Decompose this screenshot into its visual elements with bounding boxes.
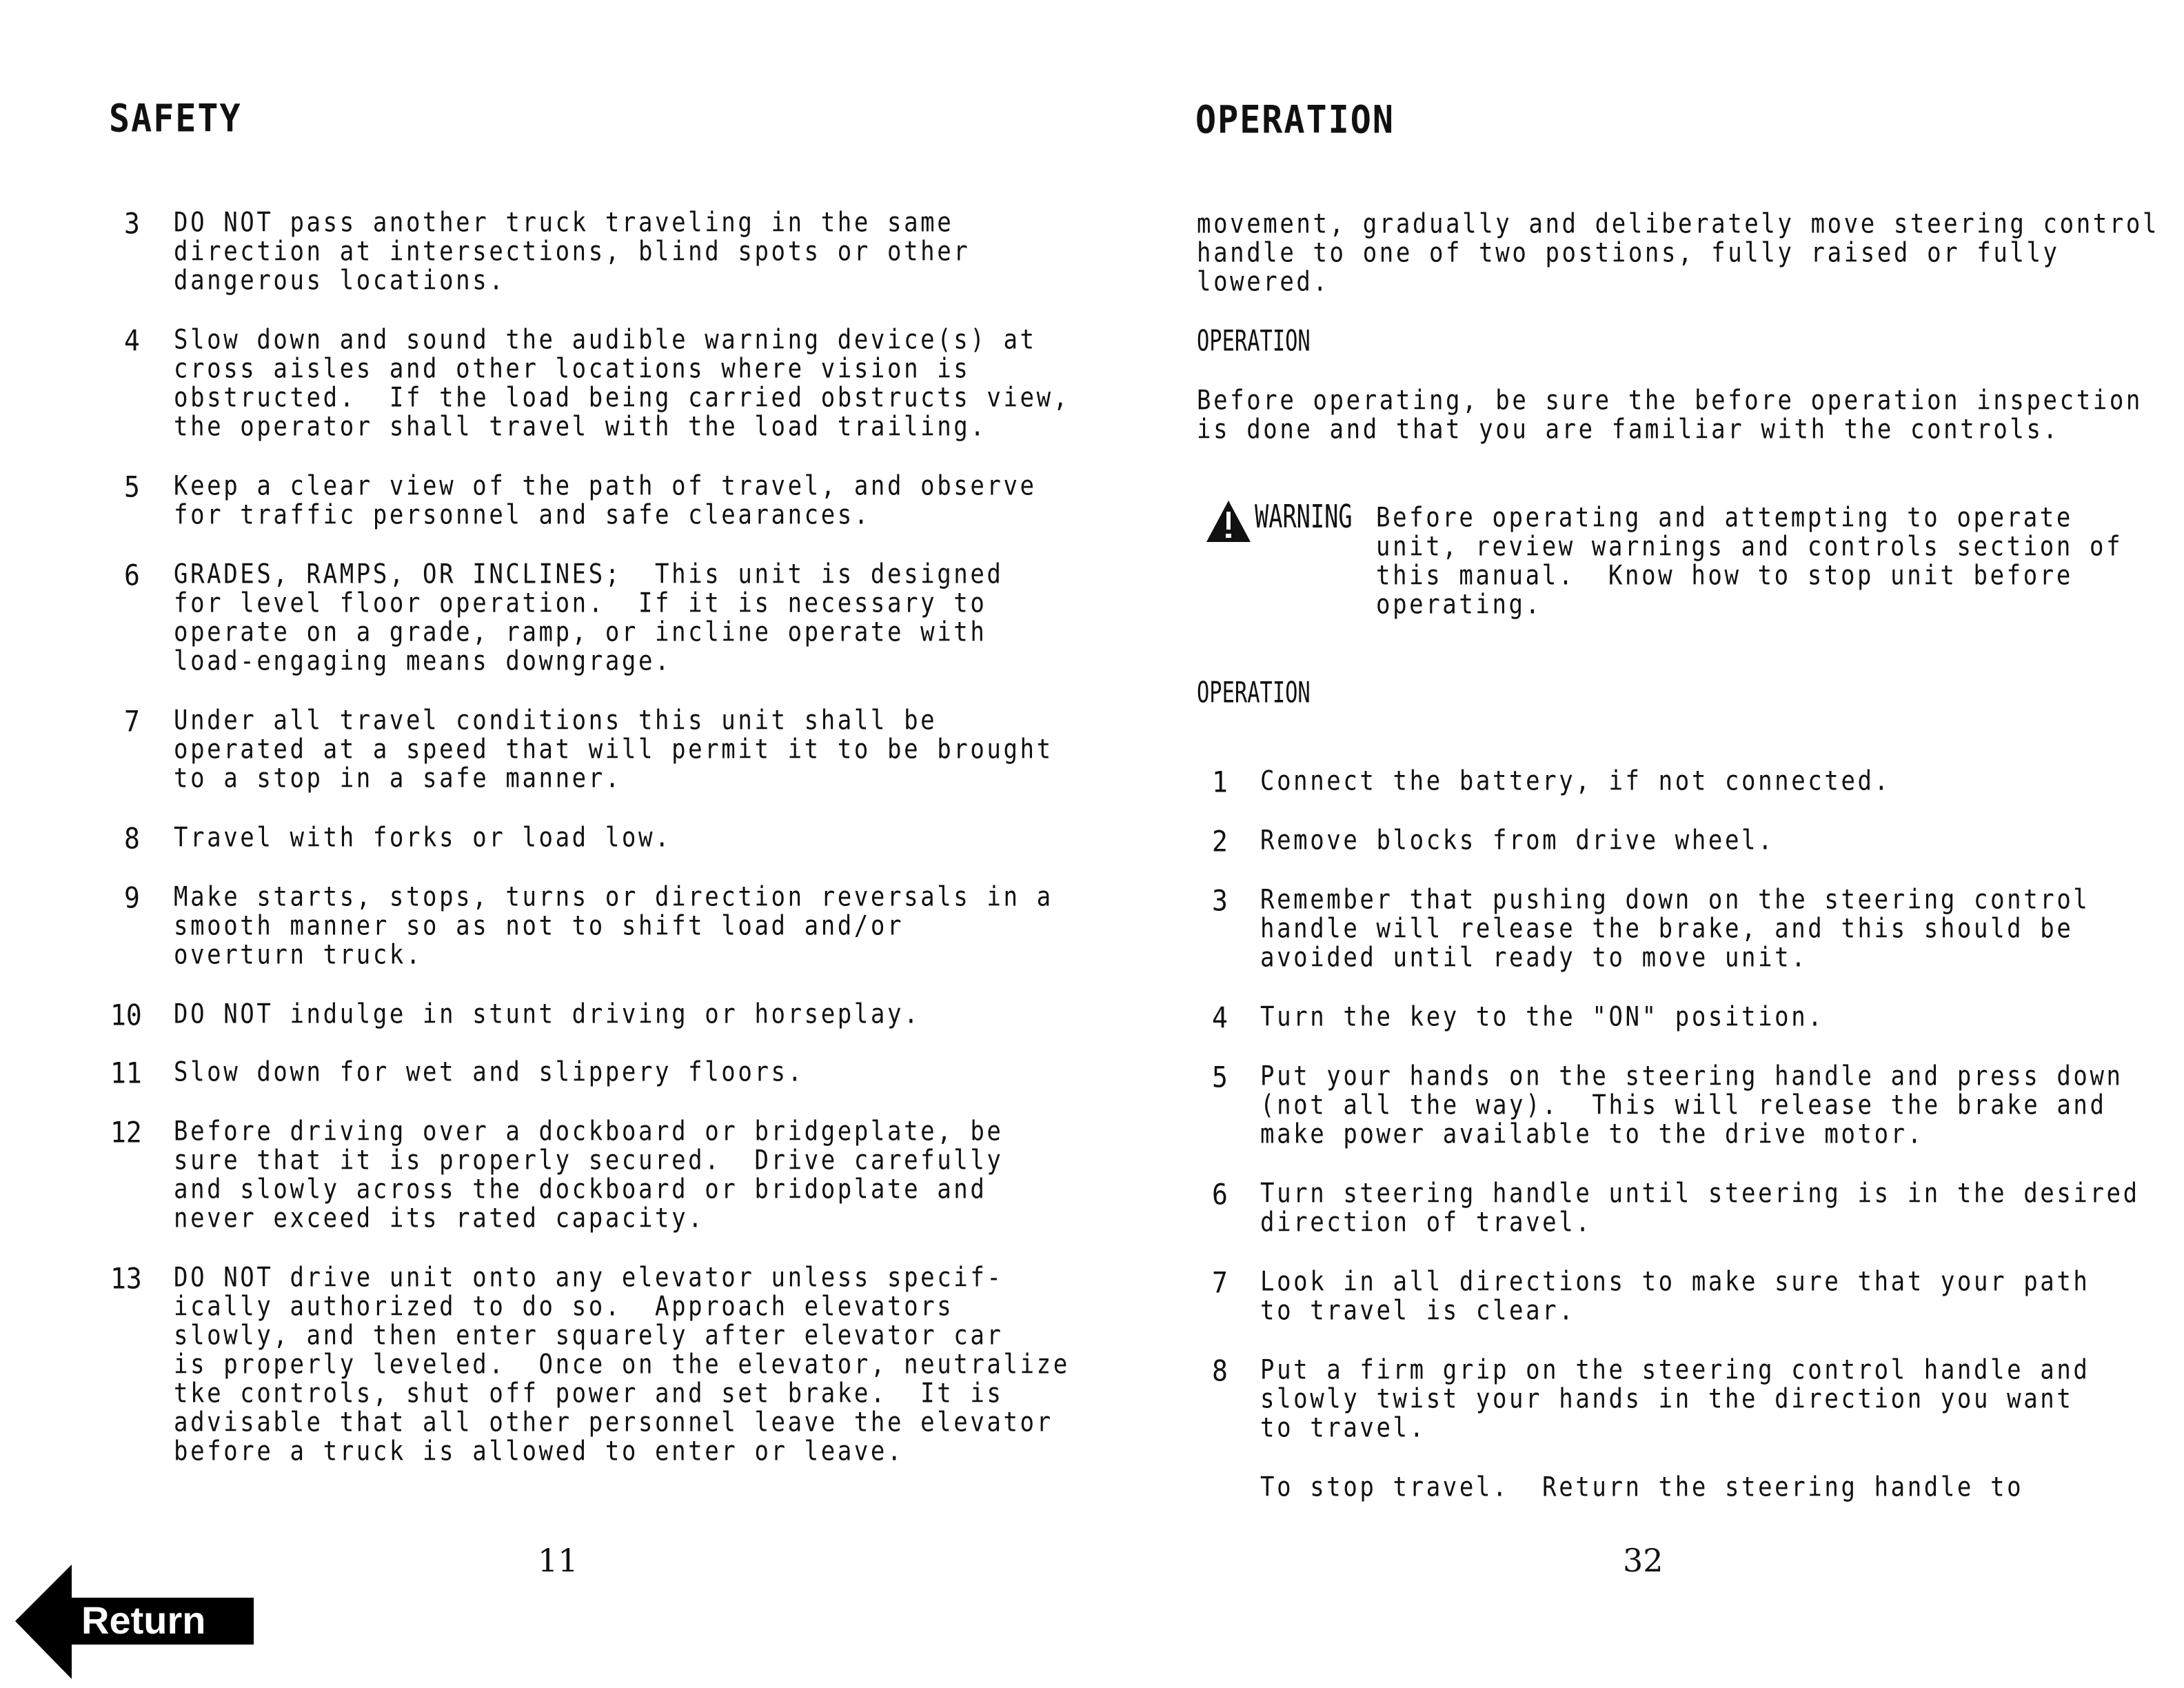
step-number: 4	[1212, 1001, 1228, 1035]
section-subheading: OPERATION	[1197, 676, 1311, 710]
paragraph-line: lowered.	[1197, 266, 1330, 298]
list-item-line: before a truck is allowed to enter or leave.	[174, 1436, 904, 1467]
item-number: 8	[124, 822, 140, 856]
warning-triangle-icon	[1205, 499, 1252, 543]
list-item-line: Make starts, stops, turns or direction reversals in a	[174, 881, 1053, 913]
page-number: 32	[1623, 1542, 1664, 1579]
step-line: make power available to the drive motor.	[1260, 1118, 1924, 1150]
paragraph-line: handle to one of two postions, fully raised or fully	[1197, 237, 2060, 269]
list-item-line: Under all travel conditions this unit shall be	[174, 705, 938, 736]
step-line: Look in all directions to make sure that your path	[1260, 1266, 2090, 1298]
step-number: 3	[1212, 884, 1228, 918]
list-item-line: the operator shall travel with the load trailing.	[174, 411, 987, 443]
list-item-line: DO NOT drive unit onto any elevator unless specif-	[174, 1262, 1004, 1294]
step-number: 8	[1212, 1354, 1228, 1388]
item-number: 9	[124, 881, 140, 915]
item-number: 3	[124, 207, 140, 241]
item-number: 13	[110, 1262, 142, 1296]
list-item-line: ically authorized to do so. Approach elevators	[174, 1291, 954, 1323]
section-subheading: OPERATION	[1197, 324, 1311, 358]
warning-line: operating.	[1376, 589, 1542, 621]
step-line: direction of travel.	[1260, 1207, 1593, 1238]
item-number: 4	[124, 324, 140, 358]
list-item-line: GRADES, RAMPS, OR INCLINES; This unit is designed	[174, 559, 1004, 590]
step-line: Put your hands on the steering handle and press down	[1260, 1061, 2123, 1092]
list-item-line: load-engaging means downgrage.	[174, 645, 672, 677]
step-line: handle will release the brake, and this should be	[1260, 913, 2074, 945]
list-item-line: to a stop in a safe manner.	[174, 763, 622, 794]
step-number: 7	[1212, 1266, 1228, 1300]
item-number: 10	[110, 998, 142, 1032]
list-item-line: Keep a clear view of the path of travel, and observe	[174, 470, 1037, 502]
list-item-line: Slow down and sound the audible warning device(s) at	[174, 324, 1037, 356]
list-item-line: advisable that all other personnel leave the elevator	[174, 1407, 1053, 1438]
list-item-line: for traffic personnel and safe clearances.	[174, 499, 871, 531]
step-number: 1	[1212, 765, 1228, 799]
step-line: avoided until ready to move unit.	[1260, 942, 1808, 974]
list-item-line: slowly, and then enter squarely after elevator car	[174, 1320, 1004, 1352]
list-item-line: and slowly across the dockboard or bridoplate and	[174, 1174, 987, 1205]
step-line: Turn the key to the "ON" position.	[1260, 1001, 1825, 1033]
list-item-line: Before driving over a dockboard or bridgeplate, be	[174, 1116, 1004, 1147]
step-line: Put a firm grip on the steering control handle and	[1260, 1354, 2090, 1386]
list-item-line: never exceed its rated capacity.	[174, 1203, 705, 1234]
step-number: 2	[1212, 825, 1228, 858]
item-number: 7	[124, 705, 140, 738]
page-number: 11	[538, 1542, 578, 1579]
item-number: 11	[110, 1056, 142, 1090]
item-number: 5	[124, 470, 140, 504]
step-line: Connect the battery, if not connected.	[1260, 765, 1891, 797]
step-line: (not all the way). This will release the brake and	[1260, 1089, 2107, 1121]
step-number: 6	[1212, 1178, 1228, 1212]
list-item-line: dangerous locations.	[174, 265, 506, 297]
list-item-line: operated at a speed that will permit it to be brought	[174, 734, 1053, 765]
paragraph-line: is done and that you are familiar with the controls.	[1197, 414, 2060, 445]
return-label: Return	[81, 1598, 206, 1642]
warning-line: Before operating and attempting to operate	[1376, 502, 2073, 534]
step-line: Remove blocks from drive wheel.	[1260, 825, 1775, 856]
paragraph-line: Before operating, be sure the before operation inspection	[1197, 385, 2143, 416]
step-line: Turn steering handle until steering is in the desired	[1260, 1178, 2140, 1209]
list-item-line: for level floor operation. If it is necessary to	[174, 587, 987, 619]
list-item-line: direction at intersections, blind spots or other	[174, 236, 971, 268]
warning-line: unit, review warnings and controls section of	[1376, 531, 2123, 563]
step-line: slowly twist your hands in the direction you want	[1260, 1383, 2074, 1415]
list-item-line: is properly leveled. Once on the elevator, neutralize	[174, 1349, 1070, 1380]
page-title: SAFETY	[109, 97, 242, 141]
right-page	[1092, 0, 2184, 1688]
step-line: Remember that pushing down on the steering control	[1260, 884, 2090, 916]
paragraph-line: To stop travel. Return the steering handle to	[1260, 1471, 2024, 1503]
paragraph-line: movement, gradually and deliberately move steering control	[1197, 208, 2160, 240]
warning-line: this manual. Know how to stop unit before	[1376, 560, 2073, 592]
page-title: OPERATION	[1195, 98, 1395, 142]
list-item-line: DO NOT pass another truck traveling in the same	[174, 207, 954, 239]
step-line: to travel.	[1260, 1412, 1426, 1444]
step-line: to travel is clear.	[1260, 1295, 1576, 1327]
list-item-line: overturn truck.	[174, 939, 423, 971]
return-button[interactable]	[15, 1562, 255, 1680]
item-number: 12	[110, 1116, 142, 1149]
list-item-line: DO NOT indulge in stunt driving or horseplay.	[174, 998, 921, 1030]
list-item-line: operate on a grade, ramp, or incline operate with	[174, 616, 987, 648]
list-item-line: Travel with forks or load low.	[174, 822, 672, 854]
list-item-line: smooth manner so as not to shift load and/or	[174, 910, 904, 942]
list-item-line: Slow down for wet and slippery floors.	[174, 1056, 805, 1088]
list-item-line: cross aisles and other locations where vision is	[174, 353, 971, 385]
item-number: 6	[124, 559, 140, 592]
list-item-line: obstructed. If the load being carried obstructs view,	[174, 382, 1070, 414]
warning-label: WARNING	[1255, 498, 1353, 535]
list-item-line: sure that it is properly secured. Drive carefully	[174, 1145, 1004, 1176]
list-item-line: tke controls, shut off power and set brake. It is	[174, 1378, 1004, 1409]
step-number: 5	[1212, 1061, 1228, 1094]
